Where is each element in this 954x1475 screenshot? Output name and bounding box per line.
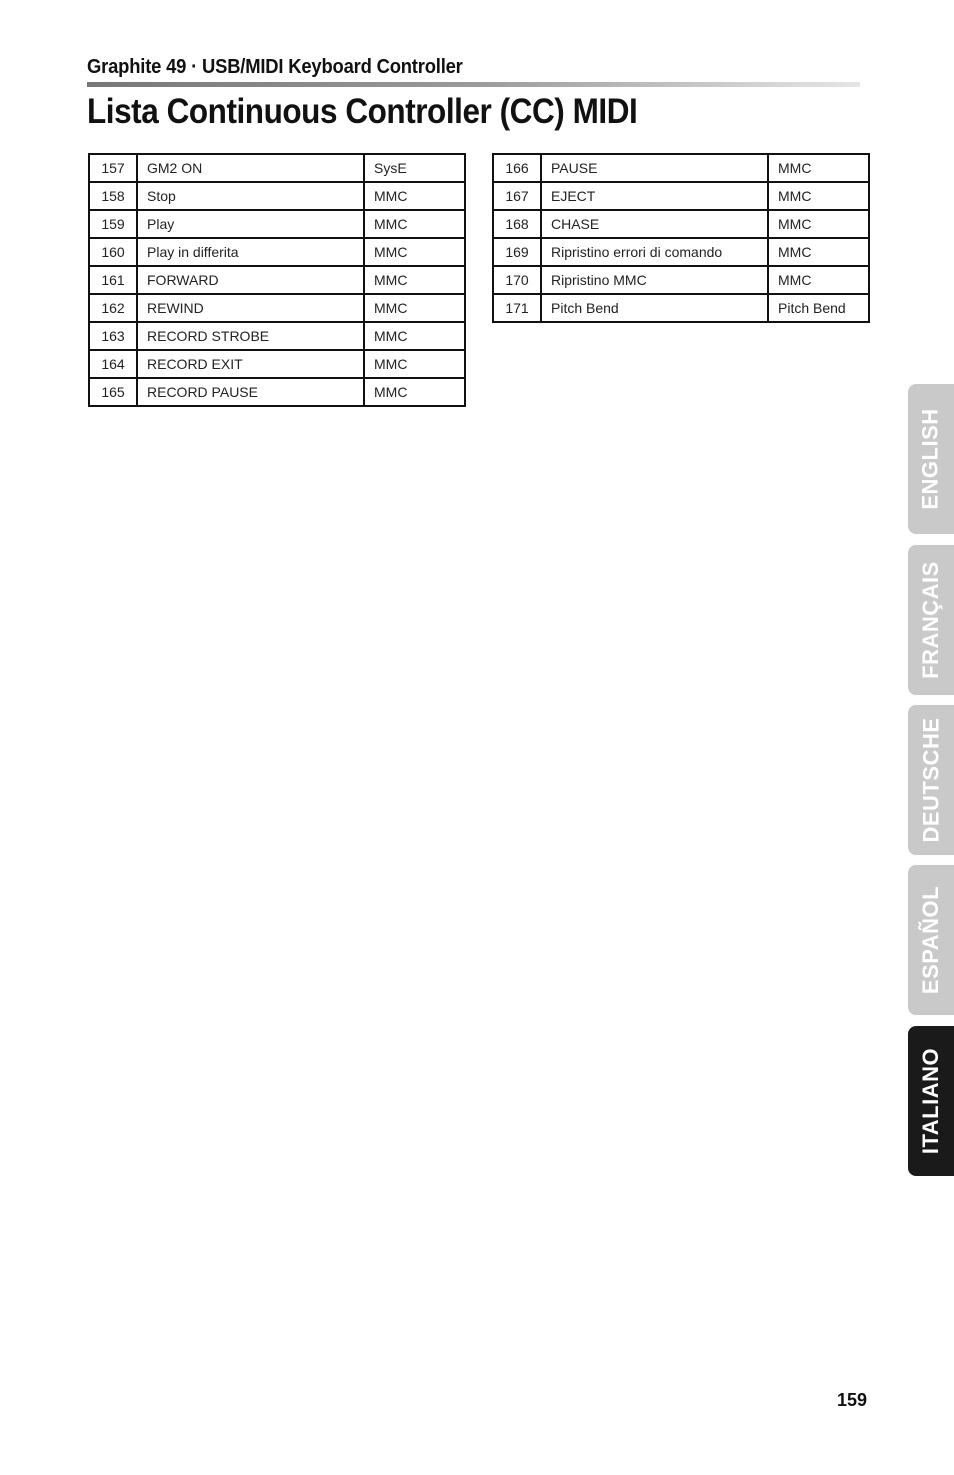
tab-english[interactable] [908, 384, 954, 534]
cc-name-cell: FORWARD [137, 266, 364, 294]
cc-name-cell: Stop [137, 182, 364, 210]
cc-name-cell: RECORD EXIT [137, 350, 364, 378]
cc-name-cell: Ripristino MMC [541, 266, 768, 294]
cc-number-cell: 169 [493, 238, 541, 266]
cc-type-cell: MMC [768, 154, 869, 182]
cc-table-right [492, 153, 870, 323]
page-title: Lista Continuous Controller (CC) MIDI [87, 92, 638, 131]
cc-type-cell: MMC [364, 294, 465, 322]
cc-name-cell: Play [137, 210, 364, 238]
cc-type-cell: MMC [364, 378, 465, 406]
cc-name-cell: Play in differita [137, 238, 364, 266]
table-row [89, 210, 465, 238]
table-row [89, 294, 465, 322]
cc-type-cell: MMC [768, 210, 869, 238]
cc-type-cell: MMC [364, 266, 465, 294]
cc-number-cell: 163 [89, 322, 137, 350]
cc-name-cell: RECORD STROBE [137, 322, 364, 350]
cc-number-cell: 170 [493, 266, 541, 294]
header-divider [87, 82, 860, 87]
cc-type-cell: MMC [364, 238, 465, 266]
cc-number-cell: 157 [89, 154, 137, 182]
table-row [493, 294, 869, 322]
tab-espanol[interactable] [908, 865, 954, 1015]
cc-number-cell: 164 [89, 350, 137, 378]
cc-name-cell: PAUSE [541, 154, 768, 182]
cc-type-cell: MMC [768, 266, 869, 294]
cc-name-cell: EJECT [541, 182, 768, 210]
cc-type-cell: Pitch Bend [768, 294, 869, 322]
tab-deutsche-label: DEUTSCHE [918, 717, 944, 843]
table-row [493, 238, 869, 266]
cc-name-cell: Ripristino errori di comando [541, 238, 768, 266]
cc-name-cell: REWIND [137, 294, 364, 322]
table-row [89, 378, 465, 406]
cc-number-cell: 158 [89, 182, 137, 210]
table-row [89, 322, 465, 350]
page-number: 159 [836, 1390, 867, 1410]
table-row [89, 350, 465, 378]
table-row [493, 266, 869, 294]
cc-number-cell: 171 [493, 294, 541, 322]
cc-name-cell: GM2 ON [137, 154, 364, 182]
cc-type-cell: MMC [768, 238, 869, 266]
table-row [493, 154, 869, 182]
table-row [89, 266, 465, 294]
cc-number-cell: 168 [493, 210, 541, 238]
cc-type-cell: MMC [364, 210, 465, 238]
cc-number-cell: 161 [89, 266, 137, 294]
cc-type-cell: SysE [364, 154, 465, 182]
tab-francais[interactable] [908, 545, 954, 695]
tab-italiano-label: ITALIANO [918, 1047, 943, 1155]
cc-table-left [88, 153, 466, 407]
cc-type-cell: MMC [364, 182, 465, 210]
tab-espanol-label: ESPAÑOL [918, 885, 943, 995]
tab-deutsche[interactable] [908, 705, 954, 855]
table-row [89, 182, 465, 210]
cc-number-cell: 162 [89, 294, 137, 322]
table-row [89, 154, 465, 182]
table-row [89, 238, 465, 266]
tab-english-label: ENGLISH [918, 408, 944, 510]
cc-type-cell: MMC [364, 322, 465, 350]
cc-number-cell: 165 [89, 378, 137, 406]
tab-francais-label: FRANÇAIS [918, 561, 944, 679]
cc-name-cell: RECORD PAUSE [137, 378, 364, 406]
cc-number-cell: 166 [493, 154, 541, 182]
document-subtitle: Graphite 49 · USB/MIDI Keyboard Controller [87, 56, 463, 78]
cc-name-cell: Pitch Bend [541, 294, 768, 322]
table-row [493, 210, 869, 238]
cc-type-cell: MMC [364, 350, 465, 378]
tab-italiano[interactable] [908, 1026, 954, 1176]
cc-name-cell: CHASE [541, 210, 768, 238]
cc-number-cell: 160 [89, 238, 137, 266]
table-row [493, 182, 869, 210]
cc-number-cell: 159 [89, 210, 137, 238]
cc-number-cell: 167 [493, 182, 541, 210]
cc-type-cell: MMC [768, 182, 869, 210]
